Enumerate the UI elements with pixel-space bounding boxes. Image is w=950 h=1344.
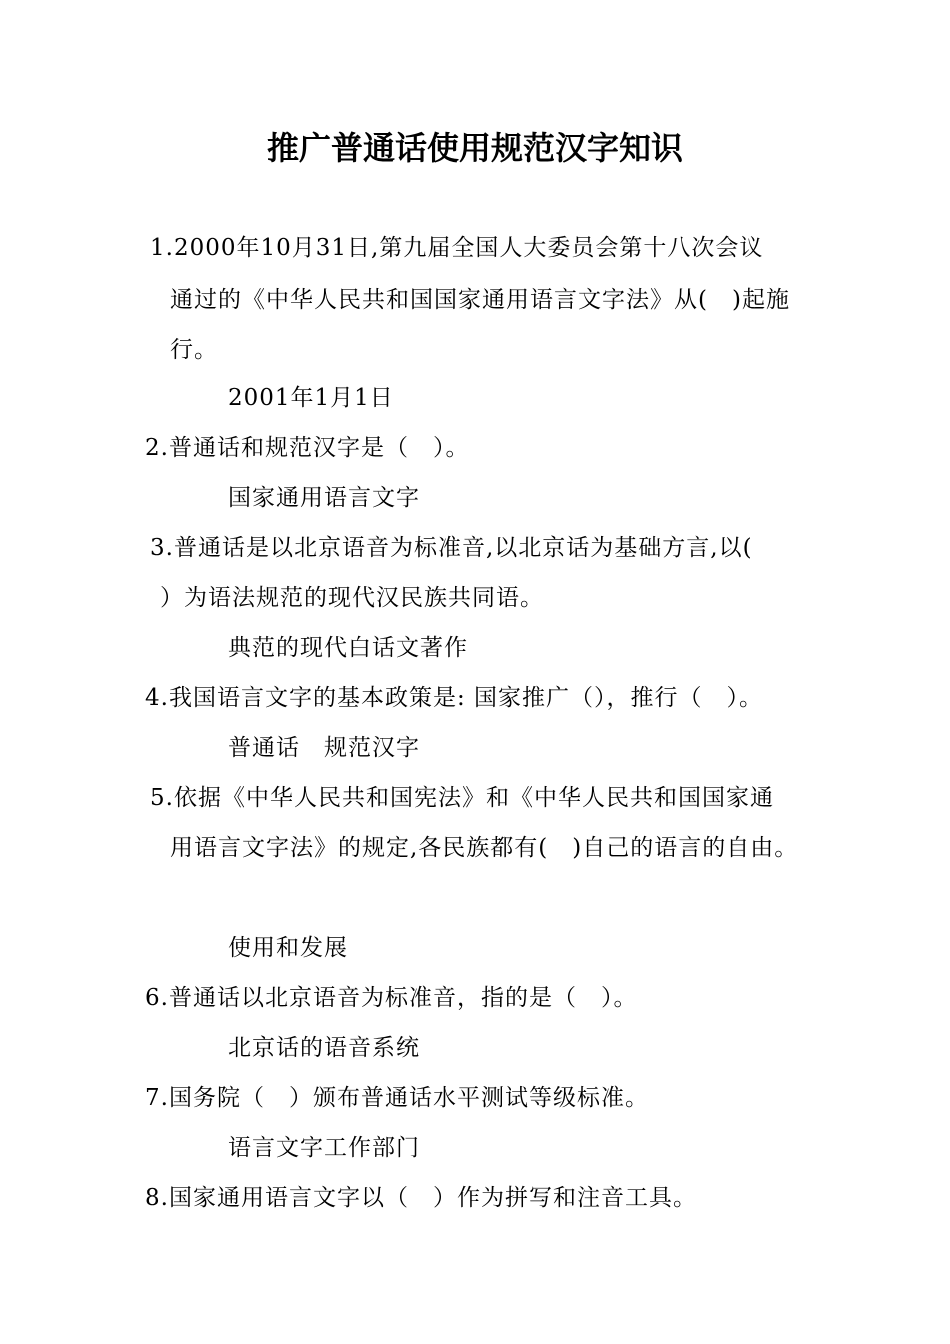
question-6: 6.普通话以北京语音为标准音，指的是（ ）。	[145, 985, 638, 1011]
question-1-line-1: 1.2000年10月31日,第九届全国人大委员会第十八次会议	[150, 235, 764, 261]
question-4: 4.我国语言文字的基本政策是: 国家推广（），推行（ ）。	[145, 685, 764, 711]
question-5-line-1: 5.依据《中华人民共和国宪法》和《中华人民共和国国家通	[150, 785, 774, 811]
question-7: 7.国务院（ ）颁布普通话水平测试等级标准。	[145, 1085, 649, 1111]
question-5-line-2: 用语言文字法》的规定,各民族都有( )自己的语言的自由。	[170, 835, 799, 861]
answer-4: 普通话 规范汉字	[228, 735, 420, 761]
answer-7: 语言文字工作部门	[228, 1135, 420, 1161]
answer-5: 使用和发展	[228, 935, 348, 961]
question-1-line-2: 通过的《中华人民共和国国家通用语言文字法》从( )起施	[170, 287, 790, 313]
document-title: 推广普通话使用规范汉字知识	[266, 129, 683, 167]
answer-6: 北京话的语音系统	[228, 1035, 420, 1061]
question-2: 2.普通话和规范汉字是（ ）。	[145, 435, 470, 461]
question-3-line-2: ）为语法规范的现代汉民族共同语。	[160, 585, 544, 611]
answer-1: 2001年1月1日	[228, 385, 394, 411]
answer-3: 典范的现代白话文著作	[228, 635, 468, 661]
answer-2: 国家通用语言文字	[228, 485, 420, 511]
question-3-line-1: 3.普通话是以北京语音为标准音,以北京话为基础方言,以(	[150, 535, 753, 561]
question-8: 8.国家通用语言文字以（ ）作为拼写和注音工具。	[145, 1185, 697, 1211]
question-1-line-3: 行。	[170, 337, 218, 363]
